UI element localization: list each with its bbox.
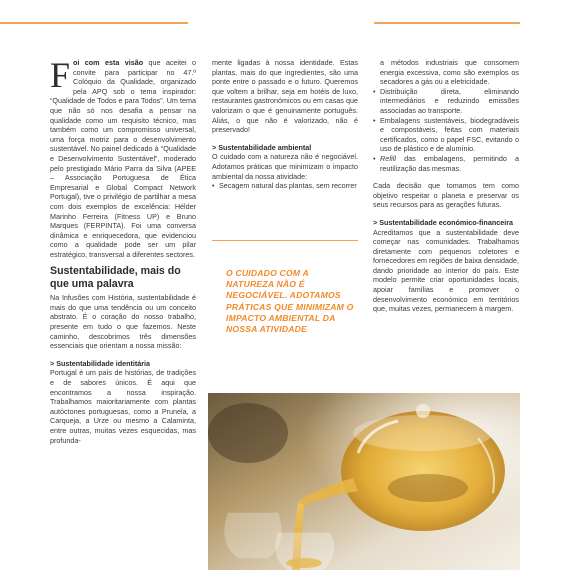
paragraph-economica: Acreditamos que a sustentabilidade deve começar nas comunidades. Trabalhamos diretamente com pequenos coletores e fornecedores em regiões de baixa densidade, dando prioridade ao interior do país. Este modelo permite criar oportunidades locais, apoiar famílias e promover o desenvolvimento económico em territórios que, muitas vezes, permanecem à margem.: [373, 227, 519, 314]
subheading-ambiental: > Sustentabilidade ambiental: [212, 142, 312, 152]
teapot-illustration-icon: [208, 393, 520, 570]
column-3: [373, 58, 519, 314]
paragraph-ambiental: O cuidado com a natureza não é negociável. Adotamos práticas que minimizam o impacto ambiental da nossa atividade:: [212, 152, 358, 181]
bullet-item-2: • Distribuição direta, eliminando intermediários e reduzindo emissões associadas ao transporte.: [373, 87, 519, 116]
bullet-item-4-text: das embalagens, permitindo a reutilização das mesmas.: [380, 153, 519, 173]
section-heading: Sustentabilidade, mais do que uma palavra: [50, 265, 181, 290]
bullet-continuation: a métodos industriais que consomem energia excessiva, como são exemplos os secadores a gás ou a eletricidade.: [380, 58, 519, 87]
top-rule-left: [0, 22, 188, 24]
subheading-economica: > Sustentabilidade económico-financeira: [373, 217, 513, 227]
paragraph-2: Na Infusões com História, sustentabilidade é mais do que uma tendência ou um conceito abstrato. É o coração do nosso trabalho, presente em tudo o que fazemos. Neste caminho, descobrimos três dimensões essenciais que orientam a nossa missão:: [50, 293, 196, 351]
paragraph-planeta: Cada decisão que tomamos tem como objetivo respeitar o planeta e preservar os seus recursos para as gerações futuras.: [373, 181, 519, 210]
intro-paragraph: [50, 55, 196, 259]
bullet-item-4: [373, 154, 519, 173]
column-2: [212, 58, 358, 191]
teapot-photo: [208, 393, 520, 570]
intro-text: que aceitei o convite para participar no 47.º Colóquio da Qualidade, organizado pela APQ sob o tema inspirador: “Qualidade de Todos e para Todos”. Um tema que não só nos desafia a pensar na qualidade como um requisito técnico, mas também como um compromisso universal, uma força motriz para o desenvolvimento sustentável. No painel dedicado à “Qualidade e Desenvolvimento Sustentável”, moderado pelo prestigiado Mário Parra da Silva (APEE – Associação Portuguesa de Ética Empresarial e Global Compact Network Portugal), tive o privilégio de partilhar a mesa com dois exemplos de excelência: Hélder Marinho Ferreira (Fitness UP) e Bruno Marques (FERPINTA). Foi uma conversa dinâmica e enriquecedora, que evidenciou como a qualidade pode ser um pilar estratégico, transversal a diferentes sectores.: [50, 58, 196, 259]
lead-bold: oi com esta visão: [73, 58, 144, 67]
divider-col2: [212, 240, 358, 241]
bullet-item-3: • Embalagens sustentáveis, biodegradáveis e compostáveis, feitas com materiais certificados, como o papel FSC, evitando o uso de plástico e de alumínio.: [373, 116, 519, 154]
refill-word: Refill: [380, 153, 396, 163]
paragraph-3: Portugal é um país de histórias, de tradições e de sabores únicos. É aqui que encontramos a nossa inspiração. Trabalhamos maioritariamente com plantas autóctones portuguesas, como a Prunela, a Carqueja, a Urze ou mesmo a Calaminta, entre outras, muitas vezes esquecidas, mas profunda-: [50, 368, 196, 445]
paragraph-col2: mente ligadas à nossa identidade. Estas plantas, mais do que ingredientes, são uma ponte entre o passado e o futuro. Queremos que voltem a brilhar, seja em hotéis de luxo, restaurantes gastronómicos ou em casas que valorizam o que é genuinamente português. Aliás, o que não é valorizado, não é preservado!: [212, 58, 358, 135]
pull-quote: O CUIDADO COM A NATUREZA NÃO É NEGOCIÁVEL. ADOTAMOS PRÁTICAS QUE MINIMIZAM O IMPACTO AMBIENTAL DA NOSSA ATIVIDADE: [226, 268, 354, 335]
column-1: [50, 55, 196, 445]
subheading-identitaria: > Sustentabilidade identitária: [50, 358, 151, 368]
top-rule-right: [374, 22, 520, 24]
drop-cap: F: [50, 55, 71, 95]
bullet-item-1: • Secagem natural das plantas, sem recorrer: [212, 181, 358, 191]
